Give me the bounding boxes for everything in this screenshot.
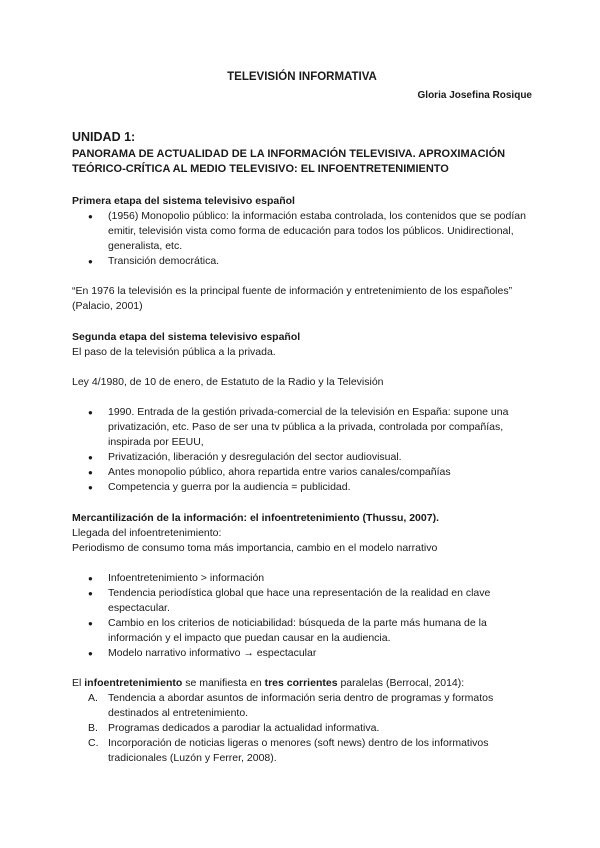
corrientes-intro [72,676,532,691]
list-item: ● Modelo narrativo informativo → espectacular [108,646,532,661]
spacer [72,269,532,284]
list-item: ● Transición democrática. [108,254,532,269]
section-intro: El paso de la televisión pública a la privada. [72,346,276,358]
document-page [72,70,532,766]
spacer [72,661,532,676]
list-item-text: Incorporación de noticias ligeras o menores (soft news) dentro de los informativos tradicionales (Luzón y Ferrer, 2008). [108,737,489,764]
intro-text: se manifiesta en [182,677,265,689]
list-item: ● Privatización, liberación y desregulación del sector audiovisual. [108,450,532,465]
unit-label: UNIDAD 1: [72,130,136,144]
list-item-text: Programas dedicados a parodiar la actualidad informativa. [108,722,380,734]
lettered-list-corrientes [72,691,532,766]
list-item [88,691,532,721]
list-item: ● (1956) Monopolio público: la información estaba controlada, los contenidos que se podían emitir, televisión vista como forma de educación para todos los públicos. Unidirectional, generalista, etc. [108,209,532,254]
document-title: TELEVISIÓN INFORMATIVA [227,71,377,83]
list-item: ● Competencia y guerra por la audiencia = publicidad. [108,480,532,495]
list-item: ● Tendencia periodística global que hace una representación de la realidad en clave espectacular. [108,586,532,616]
bullet-list-segunda-etapa [72,405,532,495]
spacer [72,360,532,375]
section-heading-primera-etapa: Primera etapa del sistema televisivo español [72,195,295,207]
spacer [72,556,532,571]
list-item: ● Antes monopolio público, ahora repartida entre varios canales/compañías [108,465,532,480]
bullet-list-primera-etapa [72,209,532,269]
intro-text: paralelas (Berrocal, 2014): [337,677,465,689]
intro-text: El [72,677,85,689]
section-heading-segunda-etapa: Segunda etapa del sistema televisivo español [72,331,301,343]
spacer [72,390,532,405]
unit-subtitle: PANORAMA DE ACTUALIDAD DE LA INFORMACIÓN TELEVISIVA. APROXIMACIÓN TEÓRICO-CRÍTICA AL MEDIO TELEVISIVO: EL INFOENTRETENIMIENTO [72,148,506,175]
list-marker: C. [88,737,99,749]
list-item: ● Infoentretenimiento > información [108,571,532,586]
list-item [88,721,532,736]
list-item: ● 1990. Entrada de la gestión privada-comercial de la televisión en España: supone una privatización, etc. Paso de ser una tv pública a la privada, controlada por compañías, inspirada por EEUU, [108,405,532,450]
list-item [88,736,532,766]
author-name: Gloria Josefina Rosique [417,90,532,101]
quote-palacio: “En 1976 la televisión es la principal fuente de información y entretenimiento de los españoles” (Palacio, 2001) [72,285,513,312]
intro-bold-infoentretenimiento: infoentretenimiento [84,677,183,689]
bullet-list-infoentretenimiento [72,571,532,661]
list-item-text: Tendencia a abordar asuntos de información seria dentro de programas y formatos destinados al entretenimiento. [108,692,494,719]
law-reference: Ley 4/1980, de 10 de enero, de Estatuto de la Radio y la Televisión [72,376,384,388]
section-heading-mercantilizacion: Mercantilización de la información: el infoentretenimiento (Thussu, 2007). [72,512,439,524]
intro-bold-tres-corrientes: tres corrientes [264,677,338,689]
section-line: Periodismo de consumo toma más importancia, cambio en el modelo narrativo [72,542,438,554]
section-line: Llegada del infoentretenimiento: [72,527,222,539]
list-marker: A. [88,692,98,704]
list-marker: B. [88,722,98,734]
list-item: ● Cambio en los criterios de noticiabilidad: búsqueda de la parte más humana de la información y el impacto que puedan causar en la audiencia. [108,616,532,646]
